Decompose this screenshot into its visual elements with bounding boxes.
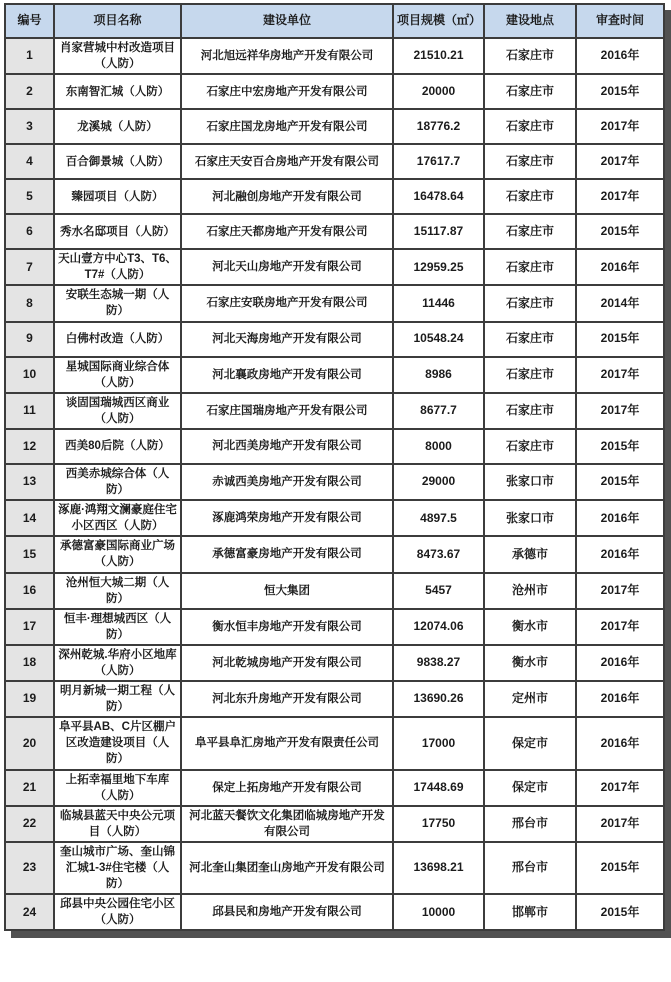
cell-id: 17: [5, 609, 54, 645]
table-row: [5, 322, 664, 357]
table-row: [5, 285, 664, 321]
cell-location: 邢台市: [484, 842, 576, 894]
table-row: [5, 770, 664, 806]
cell-id: 8: [5, 285, 54, 321]
cell-builder: 河北奎山集团奎山房地产开发有限公司: [181, 842, 393, 894]
cell-location: 张家口市: [484, 464, 576, 500]
cell-location: 张家口市: [484, 500, 576, 536]
cell-id: 12: [5, 429, 54, 464]
cell-name: 恒丰·理想城西区（人防）: [54, 609, 181, 645]
cell-location: 衡水市: [484, 609, 576, 645]
table-row: [5, 393, 664, 429]
cell-name: 邱县中央公园住宅小区（人防）: [54, 894, 181, 930]
cell-id: 18: [5, 645, 54, 681]
column-header-location: 建设地点: [484, 4, 576, 38]
cell-review_time: 2015年: [576, 214, 664, 249]
cell-scale: 18776.2: [393, 109, 484, 144]
cell-scale: 8473.67: [393, 536, 484, 572]
cell-review_time: 2015年: [576, 74, 664, 109]
cell-name: 沧州恒大城二期（人防）: [54, 573, 181, 609]
cell-name: 肖家营城中村改造项目（人防）: [54, 38, 181, 74]
table-row: [5, 609, 664, 645]
cell-name: 承德富豪国际商业广场（人防）: [54, 536, 181, 572]
cell-scale: 5457: [393, 573, 484, 609]
cell-location: 保定市: [484, 770, 576, 806]
cell-location: 承德市: [484, 536, 576, 572]
table-row: [5, 573, 664, 609]
cell-builder: 河北旭远祥华房地产开发有限公司: [181, 38, 393, 74]
table-row: [5, 38, 664, 74]
cell-scale: 15117.87: [393, 214, 484, 249]
cell-scale: 17617.7: [393, 144, 484, 179]
column-header-scale: 项目规模（㎡）: [393, 4, 484, 38]
projects-table-container: [4, 3, 665, 931]
cell-review_time: 2017年: [576, 770, 664, 806]
cell-scale: 13698.21: [393, 842, 484, 894]
table-row: [5, 179, 664, 214]
table-row: [5, 249, 664, 285]
cell-name: 安联生态城一期（人防）: [54, 285, 181, 321]
cell-location: 保定市: [484, 717, 576, 769]
cell-name: 天山壹方中心T3、T6、T7#（人防）: [54, 249, 181, 285]
table-row: [5, 681, 664, 717]
cell-review_time: 2016年: [576, 681, 664, 717]
cell-builder: 涿鹿鸿荣房地产开发有限公司: [181, 500, 393, 536]
cell-id: 21: [5, 770, 54, 806]
cell-builder: 衡水恒丰房地产开发有限公司: [181, 609, 393, 645]
cell-builder: 河北襄政房地产开发有限公司: [181, 357, 393, 393]
cell-scale: 17750: [393, 806, 484, 842]
cell-builder: 河北蓝天餐饮文化集团临城房地产开发有限公司: [181, 806, 393, 842]
table-header: [5, 4, 664, 38]
cell-builder: 石家庄国龙房地产开发有限公司: [181, 109, 393, 144]
cell-review_time: 2017年: [576, 109, 664, 144]
cell-builder: 恒大集团: [181, 573, 393, 609]
cell-location: 石家庄市: [484, 249, 576, 285]
cell-id: 3: [5, 109, 54, 144]
cell-name: 深州乾城.华府小区地库（人防）: [54, 645, 181, 681]
cell-id: 2: [5, 74, 54, 109]
cell-scale: 21510.21: [393, 38, 484, 74]
cell-builder: 河北西美房地产开发有限公司: [181, 429, 393, 464]
cell-review_time: 2016年: [576, 249, 664, 285]
table-row: [5, 429, 664, 464]
cell-location: 邯郸市: [484, 894, 576, 930]
cell-review_time: 2016年: [576, 536, 664, 572]
cell-name: 涿鹿·鸿翔文澜豪庭住宅小区西区（人防）: [54, 500, 181, 536]
cell-id: 19: [5, 681, 54, 717]
cell-review_time: 2017年: [576, 573, 664, 609]
cell-id: 15: [5, 536, 54, 572]
cell-name: 临城县蓝天中央公元项目（人防）: [54, 806, 181, 842]
header-row: [5, 4, 664, 38]
cell-builder: 阜平县阜汇房地产开发有限责任公司: [181, 717, 393, 769]
cell-review_time: 2017年: [576, 144, 664, 179]
table-row: [5, 717, 664, 769]
cell-review_time: 2017年: [576, 609, 664, 645]
cell-review_time: 2016年: [576, 500, 664, 536]
cell-review_time: 2016年: [576, 645, 664, 681]
cell-review_time: 2017年: [576, 393, 664, 429]
cell-review_time: 2015年: [576, 429, 664, 464]
cell-name: 奎山城市广场、奎山锦汇城1-3#住宅楼（人防）: [54, 842, 181, 894]
cell-review_time: 2016年: [576, 717, 664, 769]
cell-name: 阜平县AB、C片区棚户区改造建设项目（人防）: [54, 717, 181, 769]
table-row: [5, 464, 664, 500]
cell-location: 石家庄市: [484, 179, 576, 214]
cell-builder: 河北融创房地产开发有限公司: [181, 179, 393, 214]
cell-scale: 8677.7: [393, 393, 484, 429]
cell-id: 11: [5, 393, 54, 429]
cell-location: 沧州市: [484, 573, 576, 609]
table-row: [5, 74, 664, 109]
cell-location: 石家庄市: [484, 429, 576, 464]
cell-scale: 17000: [393, 717, 484, 769]
cell-id: 5: [5, 179, 54, 214]
cell-scale: 9838.27: [393, 645, 484, 681]
cell-id: 23: [5, 842, 54, 894]
cell-name: 东南智汇城（人防）: [54, 74, 181, 109]
cell-builder: 石家庄天都房地产开发有限公司: [181, 214, 393, 249]
cell-name: 百合御景城（人防）: [54, 144, 181, 179]
table-row: [5, 214, 664, 249]
cell-location: 定州市: [484, 681, 576, 717]
cell-review_time: 2015年: [576, 322, 664, 357]
cell-id: 10: [5, 357, 54, 393]
cell-builder: 保定上拓房地产开发有限公司: [181, 770, 393, 806]
cell-scale: 13690.26: [393, 681, 484, 717]
cell-id: 24: [5, 894, 54, 930]
cell-scale: 10548.24: [393, 322, 484, 357]
table-row: [5, 500, 664, 536]
cell-scale: 8986: [393, 357, 484, 393]
cell-name: 西美赤城综合体（人防）: [54, 464, 181, 500]
cell-name: 龙溪城（人防）: [54, 109, 181, 144]
cell-scale: 12959.25: [393, 249, 484, 285]
cell-location: 石家庄市: [484, 357, 576, 393]
cell-review_time: 2015年: [576, 464, 664, 500]
cell-location: 石家庄市: [484, 285, 576, 321]
cell-builder: 赤诚西美房地产开发有限公司: [181, 464, 393, 500]
table-row: [5, 645, 664, 681]
cell-scale: 12074.06: [393, 609, 484, 645]
cell-builder: 邱县民和房地产开发有限公司: [181, 894, 393, 930]
projects-table: [4, 3, 665, 931]
cell-id: 4: [5, 144, 54, 179]
cell-scale: 17448.69: [393, 770, 484, 806]
table-row: [5, 536, 664, 572]
cell-scale: 29000: [393, 464, 484, 500]
cell-name: 秀水名邸项目（人防）: [54, 214, 181, 249]
cell-review_time: 2017年: [576, 357, 664, 393]
cell-name: 上拓幸福里地下车库（人防）: [54, 770, 181, 806]
cell-builder: 河北天山房地产开发有限公司: [181, 249, 393, 285]
cell-location: 衡水市: [484, 645, 576, 681]
cell-builder: 石家庄天安百合房地产开发有限公司: [181, 144, 393, 179]
cell-review_time: 2017年: [576, 806, 664, 842]
cell-builder: 承德富豪房地产开发有限公司: [181, 536, 393, 572]
cell-scale: 10000: [393, 894, 484, 930]
cell-builder: 河北天海房地产开发有限公司: [181, 322, 393, 357]
cell-name: 西美80后院（人防）: [54, 429, 181, 464]
cell-name: 明月新城一期工程（人防）: [54, 681, 181, 717]
cell-review_time: 2016年: [576, 38, 664, 74]
cell-id: 14: [5, 500, 54, 536]
cell-scale: 11446: [393, 285, 484, 321]
cell-location: 石家庄市: [484, 109, 576, 144]
column-header-name: 项目名称: [54, 4, 181, 38]
cell-builder: 石家庄安联房地产开发有限公司: [181, 285, 393, 321]
table-row: [5, 357, 664, 393]
cell-review_time: 2015年: [576, 894, 664, 930]
table-row: [5, 806, 664, 842]
cell-review_time: 2017年: [576, 179, 664, 214]
column-header-builder: 建设单位: [181, 4, 393, 38]
cell-name: 星城国际商业综合体（人防）: [54, 357, 181, 393]
cell-builder: 石家庄国瑞房地产开发有限公司: [181, 393, 393, 429]
table-row: [5, 842, 664, 894]
table-row: [5, 144, 664, 179]
cell-id: 7: [5, 249, 54, 285]
cell-id: 16: [5, 573, 54, 609]
cell-review_time: 2014年: [576, 285, 664, 321]
table-row: [5, 894, 664, 930]
cell-scale: 4897.5: [393, 500, 484, 536]
cell-scale: 16478.64: [393, 179, 484, 214]
cell-builder: 石家庄中宏房地产开发有限公司: [181, 74, 393, 109]
column-header-id: 编号: [5, 4, 54, 38]
table-body: [5, 38, 664, 930]
cell-location: 邢台市: [484, 806, 576, 842]
cell-location: 石家庄市: [484, 322, 576, 357]
cell-location: 石家庄市: [484, 214, 576, 249]
cell-location: 石家庄市: [484, 38, 576, 74]
cell-location: 石家庄市: [484, 74, 576, 109]
cell-id: 13: [5, 464, 54, 500]
cell-builder: 河北东升房地产开发有限公司: [181, 681, 393, 717]
cell-name: 谈固国瑞城西区商业（人防）: [54, 393, 181, 429]
cell-id: 22: [5, 806, 54, 842]
cell-review_time: 2015年: [576, 842, 664, 894]
cell-builder: 河北乾城房地产开发有限公司: [181, 645, 393, 681]
cell-id: 20: [5, 717, 54, 769]
cell-id: 9: [5, 322, 54, 357]
cell-name: 白佛村改造（人防）: [54, 322, 181, 357]
cell-scale: 20000: [393, 74, 484, 109]
cell-id: 1: [5, 38, 54, 74]
table-row: [5, 109, 664, 144]
cell-id: 6: [5, 214, 54, 249]
cell-scale: 8000: [393, 429, 484, 464]
cell-name: 臻园项目（人防）: [54, 179, 181, 214]
column-header-review-time: 审查时间: [576, 4, 664, 38]
cell-location: 石家庄市: [484, 144, 576, 179]
cell-location: 石家庄市: [484, 393, 576, 429]
